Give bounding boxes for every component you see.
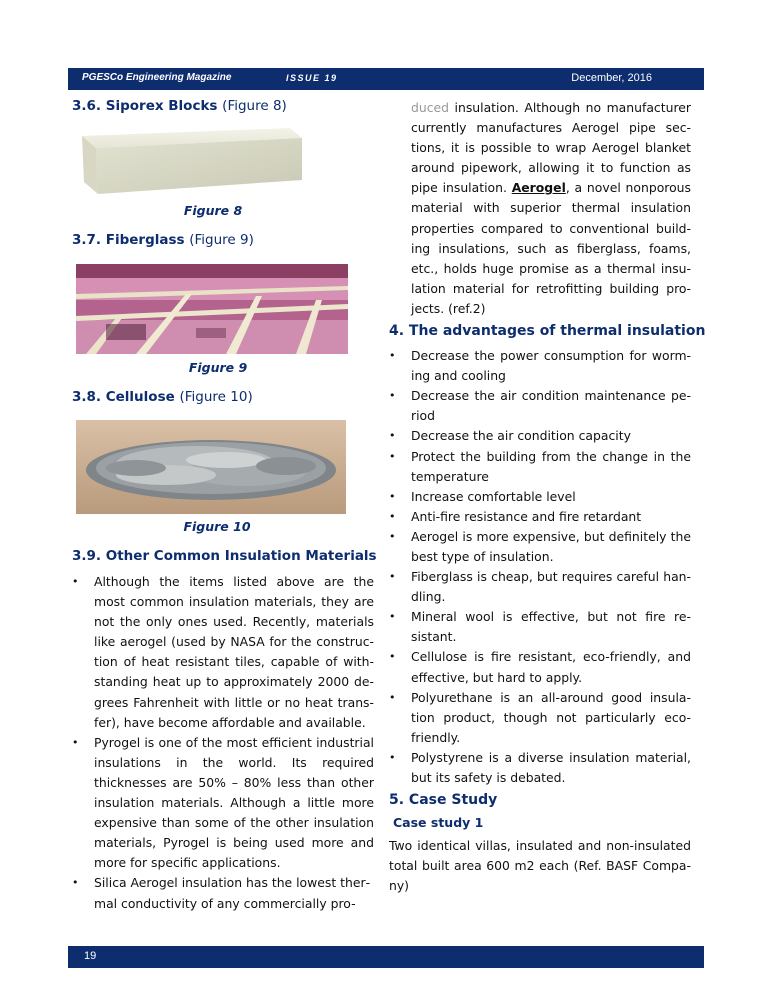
list-item: • Although the items listed above are the most common insulation materials, they are not the only ones used. Recently, materials like aerogel (used by NASA for the construction of heat resistant tiles, capable of withstanding heat up to approximately 2000 degrees Fahrenheit with little or no heat transfer), have become affordable and available. bbox=[72, 572, 374, 733]
section-3-7-ref: (Figure 9) bbox=[189, 232, 254, 248]
list-item: • Silica Aerogel insulation has the lowest thermal conductivity of any commercially pro- bbox=[72, 873, 374, 913]
aerogel-link[interactable]: Aerogel bbox=[511, 180, 566, 196]
list-item: • Polystyrene is a diverse insulation material, but its safety is debated. bbox=[389, 748, 691, 788]
list-item: • Decrease the air condition maintenance period bbox=[389, 386, 691, 426]
figure-8-caption: Figure 8 bbox=[183, 203, 243, 218]
footer-band bbox=[68, 946, 704, 968]
right-column bbox=[389, 98, 706, 896]
list-item: • Decrease the power consumption for worming and cooling bbox=[389, 346, 691, 386]
list-item: • Pyrogel is one of the most efficient industrial insulations in the world. Its required thicknesses are 50% – 80% less than other insulation materials. Although a little more expensive than some of the other insulation materials, Pyrogel is being used more and more for specific applications. bbox=[72, 733, 374, 874]
section-3-9-list bbox=[72, 572, 374, 914]
continued-text-before: insulation. Although no manufacturer currently manufactures Aerogel pipe sections, it is possible to wrap Aerogel blanket around pipework, allowing it to function as pipe insulation. bbox=[411, 100, 691, 196]
section-3-8-ref: (Figure 10) bbox=[179, 389, 253, 405]
section-3-6-heading bbox=[72, 98, 374, 114]
issue-date: December, 2016 bbox=[571, 72, 652, 84]
page-number: 19 bbox=[84, 950, 97, 962]
continued-text-after: , a novel nonporous material with superior thermal insulation properties compared to conventional building insulations, such as fiberglass, foams, etc., holds huge promise as a thermal insulation material for retrofitting building projects. (ref.2) bbox=[411, 180, 691, 316]
figure-10-caption: Figure 10 bbox=[183, 519, 251, 534]
section-4-heading: 4. The advantages of thermal insulation bbox=[389, 323, 706, 340]
list-item: • Aerogel is more expensive, but definitely the best type of insulation. bbox=[389, 527, 691, 567]
section-3-7-title: 3.7. Fiberglass bbox=[72, 232, 185, 248]
list-item: • Cellulose is fire resistant, eco-friendly, and effective, but hard to apply. bbox=[389, 647, 691, 687]
figure-9-image bbox=[76, 264, 348, 354]
section-3-8-heading bbox=[72, 389, 374, 405]
list-item: • Protect the building from the change in the temperature bbox=[389, 447, 691, 487]
list-item: • Anti-fire resistance and fire retardant bbox=[389, 507, 691, 527]
section-3-9-heading: 3.9. Other Common Insulation Materials bbox=[72, 548, 377, 564]
section-3-7-heading bbox=[72, 232, 374, 248]
continued-word: duced bbox=[411, 100, 450, 115]
case-study-1-text: Two identical villas, insulated and non-insulated total built area 600 m2 each (Ref. BASF Company) bbox=[389, 838, 691, 894]
header-band bbox=[68, 68, 704, 90]
figure-10-image bbox=[76, 420, 346, 514]
list-item: • Polyurethane is an all-around good insulation product, though not particularly eco-friendly. bbox=[389, 688, 691, 748]
list-item: • Decrease the air condition capacity bbox=[389, 426, 691, 446]
figure-8-image bbox=[76, 128, 306, 198]
list-item: • Increase comfortable level bbox=[389, 487, 691, 507]
section-3-8-title: 3.8. Cellulose bbox=[72, 389, 175, 405]
case-study-1-heading: Case study 1 bbox=[393, 815, 484, 831]
advantages-list bbox=[389, 346, 691, 788]
list-item: • Fiberglass is cheap, but requires careful handling. bbox=[389, 567, 691, 607]
list-item: • Mineral wool is effective, but not fire resistant. bbox=[389, 607, 691, 647]
section-3-6-title: 3.6. Siporex Blocks bbox=[72, 98, 218, 114]
figure-9-caption: Figure 9 bbox=[188, 360, 248, 375]
left-column bbox=[72, 98, 377, 914]
magazine-title: PGESCo Engineering Magazine bbox=[82, 72, 232, 83]
continued-paragraph bbox=[389, 98, 691, 319]
issue-label: ISSUE 19 bbox=[286, 73, 338, 83]
section-5-heading: 5. Case Study bbox=[389, 792, 498, 809]
section-3-6-ref: (Figure 8) bbox=[222, 98, 287, 114]
